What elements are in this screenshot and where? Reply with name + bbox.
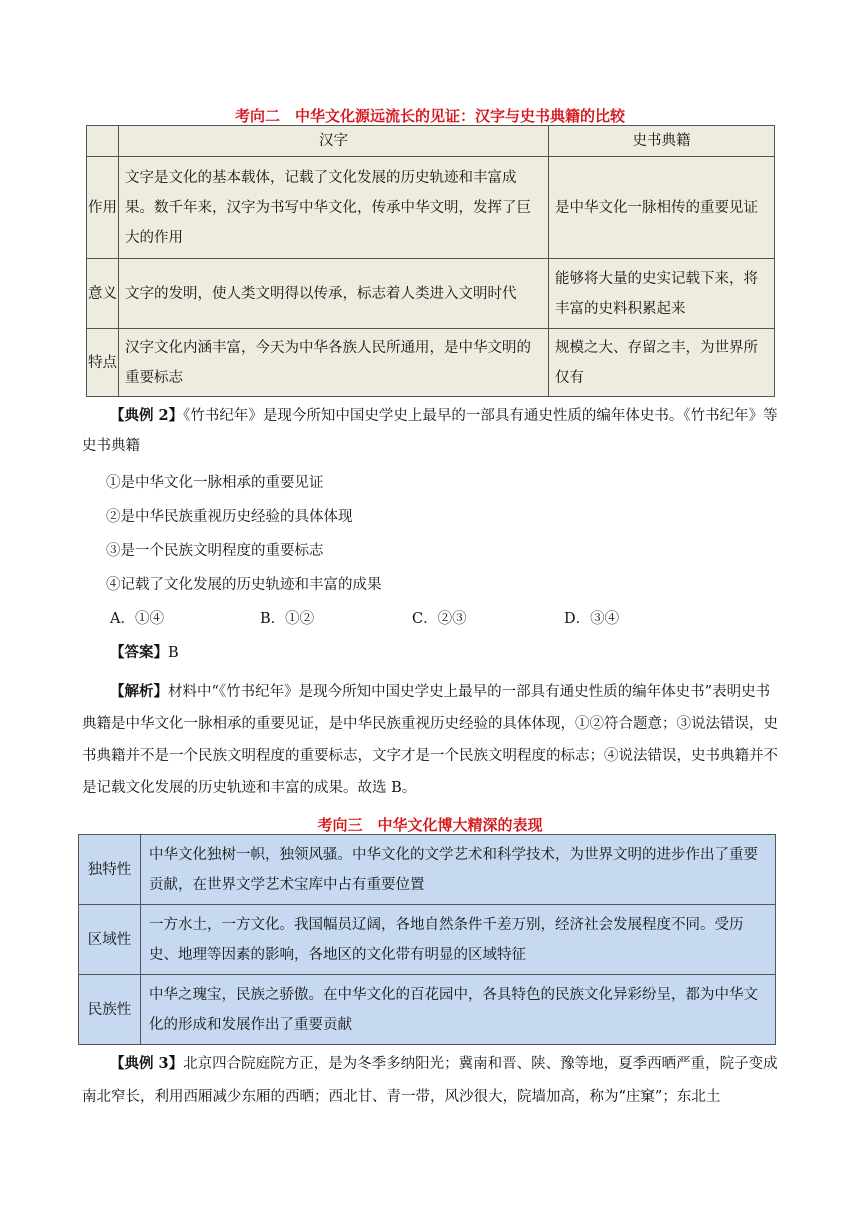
header-hanzi: 汉字: [119, 126, 549, 157]
section3-title: 考向三 中华文化博大精深的表现: [317, 816, 543, 834]
table-row: [87, 259, 775, 329]
table-row: [79, 975, 776, 1045]
table-row: [79, 905, 776, 975]
example2-item: ④记载了文化发展的历史轨迹和丰富的成果: [106, 577, 382, 593]
table-row: [87, 329, 775, 397]
row-label: 民族性: [79, 975, 141, 1045]
example2-tag: 【典例 2】: [110, 407, 184, 424]
row-content: 中华之瑰宝，民族之骄傲。在中华文化的百花园中，各具特色的民族文化异彩纷呈，都为中华文化的形成和发展作出了重要贡献: [141, 975, 776, 1045]
shishu-cell: 是中华文化一脉相传的重要见证: [549, 157, 775, 259]
option-b: B．①②: [260, 611, 315, 627]
row-content: 中华文化独树一帜，独领风骚。中华文化的文学艺术和科学技术，为世界文明的进步作出了重要贡献，在世界文学艺术宝库中占有重要位置: [141, 835, 776, 905]
hanzi-cell: 文字的发明，使人类文明得以传承，标志着人类进入文明时代: [119, 259, 549, 329]
shishu-cell: 能够将大量的史实记载下来，将丰富的史料积累起来: [549, 259, 775, 329]
header-blank: [87, 126, 119, 157]
comparison-table: [86, 125, 775, 397]
example3-text: 北京四合院庭院方正，是为冬季多纳阳光；冀南和晋、陕、豫等地，夏季西晒严重，院子变成南北窄长，利用西厢减少东厢的西晒；西北甘、青一带，风沙很大，院墙加高，称为“庄窠”；东北土: [82, 1056, 778, 1105]
example2-stem-text: 《竹书纪年》是现今所知中国史学史上最早的一部具有通史性质的编年体史书。《竹书纪年》等史书典籍: [82, 408, 778, 454]
analysis-tag: 【解析】: [110, 683, 168, 700]
option-a: A．①④: [110, 611, 164, 627]
example3-stem: [82, 1047, 782, 1114]
example3-tag: 【典例 3】: [110, 1055, 184, 1072]
option-d: D．③④: [564, 611, 620, 627]
row-label: 作用: [87, 157, 119, 259]
option-c: C．②③: [412, 611, 467, 627]
answer-tag: 【答案】: [110, 644, 168, 661]
table-row: [79, 835, 776, 905]
analysis-paragraph: [82, 676, 782, 804]
row-label: 区域性: [79, 905, 141, 975]
table-row: [87, 157, 775, 259]
shishu-cell: 规模之大、存留之丰，为世界所仅有: [549, 329, 775, 397]
row-label: 独特性: [79, 835, 141, 905]
row-content: 一方水土，一方文化。我国幅员辽阔，各地自然条件千差万别，经济社会发展程度不同。受历史、地理等因素的影响，各地区的文化带有明显的区域特征: [141, 905, 776, 975]
header-shishu: 史书典籍: [549, 126, 775, 157]
section2-title: 考向二 中华文化源远流长的见证：汉字与史书典籍的比较: [234, 107, 625, 125]
hanzi-cell: 汉字文化内涵丰富，今天为中华各族人民所通用，是中华文明的重要标志: [119, 329, 549, 397]
example2-item: ①是中华文化一脉相承的重要见证: [106, 475, 324, 491]
row-label: 特点: [87, 329, 119, 397]
example2-stem: [82, 401, 782, 461]
hanzi-cell: 文字是文化的基本载体，记载了文化发展的历史轨迹和丰富成果。数千年来，汉字为书写中华文化，传承中华文明，发挥了巨大的作用: [119, 157, 549, 259]
example2-item: ③是一个民族文明程度的重要标志: [106, 543, 324, 559]
example2-item: ②是中华民族重视历史经验的具体体现: [106, 509, 353, 525]
answer-value: B: [168, 645, 179, 661]
row-label: 意义: [87, 259, 119, 329]
analysis-text: 材料中“《竹书纪年》是现今所知中国史学史上最早的一部具有通史性质的编年体史书”表明史书典籍是中华文化一脉相承的重要见证，是中华民族重视历史经验的具体体现，①②符合题意；③说法错误，史书典籍并不是一个民族文明程度的重要标志，文字才是一个民族文明程度的标志；④说法错误，史书典籍并不是记载文化发展的历史轨迹和丰富的成果。故选 B。: [82, 684, 778, 796]
table-header-row: [87, 126, 775, 157]
answer-line: [110, 638, 179, 668]
features-table: [78, 834, 776, 1045]
